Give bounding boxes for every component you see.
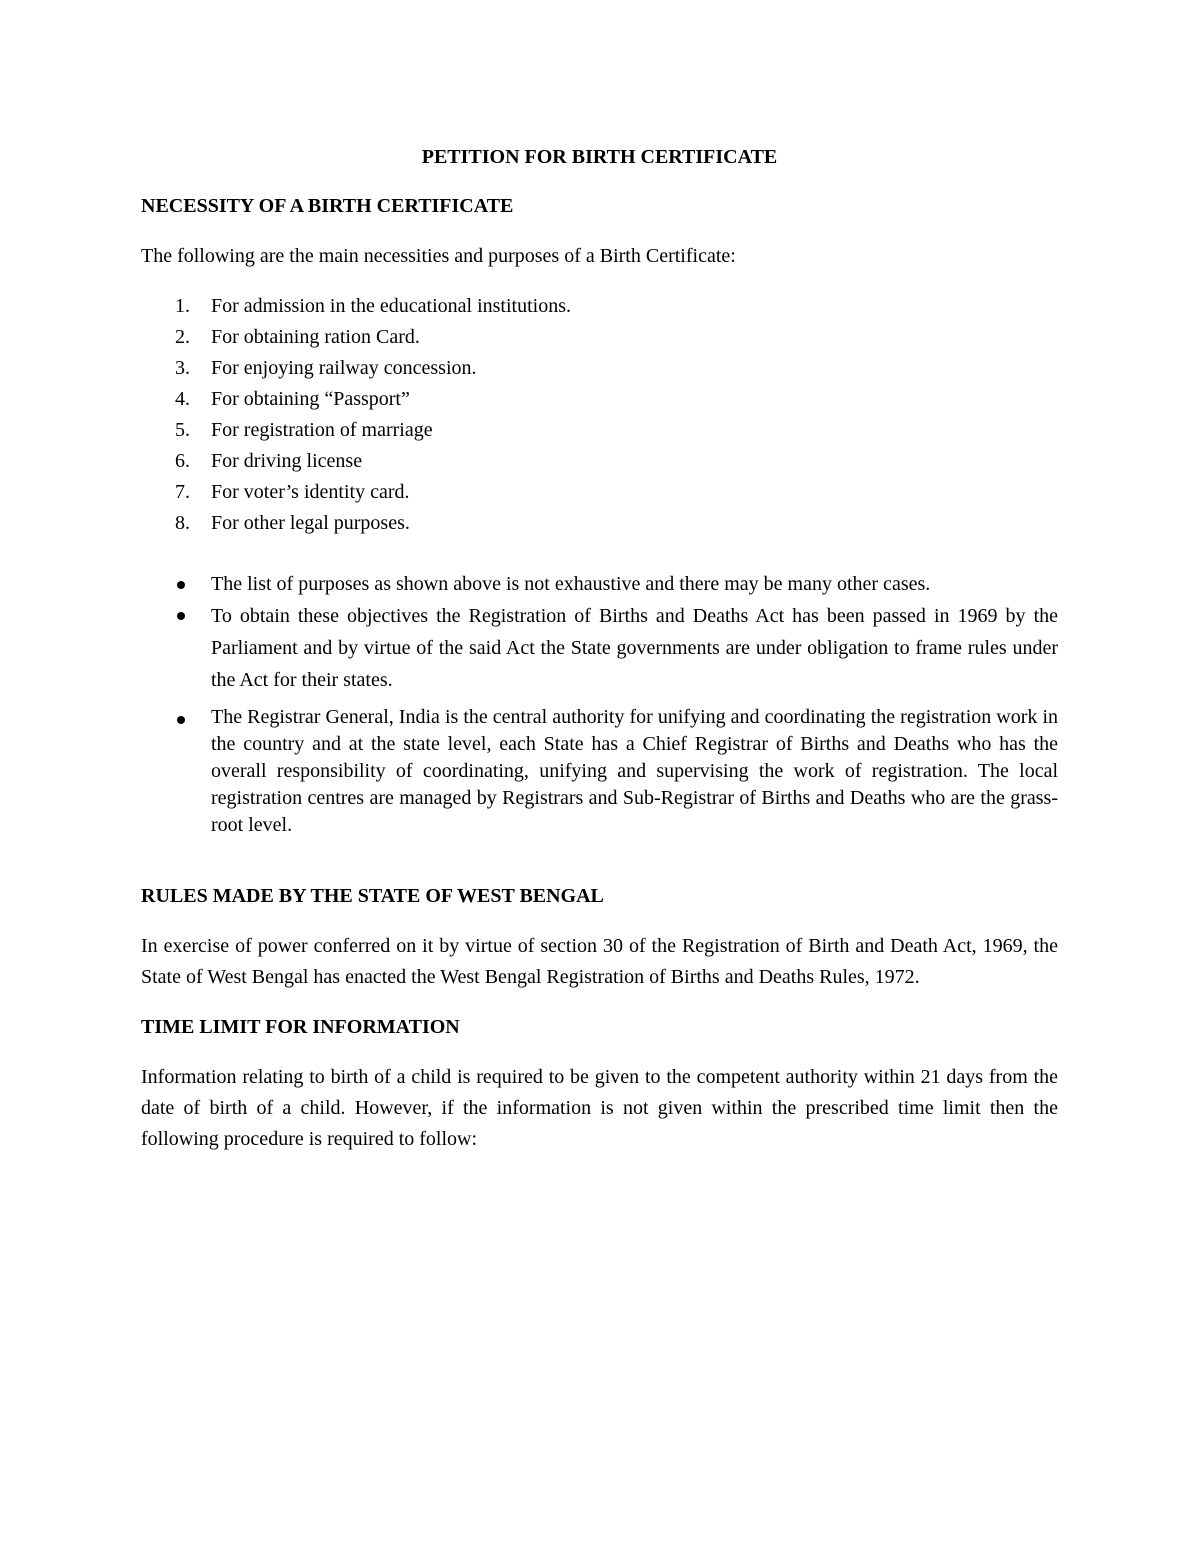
list-item bbox=[141, 353, 1058, 384]
list-item-text: For admission in the educational institutions. bbox=[211, 295, 571, 317]
notes-bullet-list bbox=[141, 569, 1058, 839]
list-item-number: 2. bbox=[175, 326, 190, 348]
list-item-text: For voter’s identity card. bbox=[211, 481, 410, 503]
list-item-number: 6. bbox=[175, 450, 190, 472]
rules-body: In exercise of power conferred on it by virtue of section 30 of the Registration of Birth and Death Act, 1969, the State of West Bengal has enacted the West Bengal Registration of Births and Deaths Rules, 1972. bbox=[141, 935, 1058, 988]
list-item-number: 5. bbox=[175, 419, 190, 441]
bullet-text: The list of purposes as shown above is not exhaustive and there may be many other cases. bbox=[211, 573, 931, 595]
list-item-text: For driving license bbox=[211, 450, 363, 472]
list-item bbox=[141, 291, 1058, 322]
bullet-item bbox=[141, 600, 1058, 696]
list-item bbox=[141, 446, 1058, 477]
bullet-item bbox=[141, 704, 1058, 839]
rules-heading: RULES MADE BY THE STATE OF WEST BENGAL bbox=[141, 885, 604, 907]
list-item-text: For other legal purposes. bbox=[211, 512, 410, 534]
document-page bbox=[141, 0, 1058, 1553]
list-item-number: 3. bbox=[175, 357, 190, 379]
list-item-text: For obtaining ration Card. bbox=[211, 326, 420, 348]
bullet-text: The Registrar General, India is the central authority for unifying and coordinating the registration work in the country and at the state level, each State has a Chief Registrar of Births and Deaths who has the overall responsibility of coordinating, unifying and supervising the work of registration. The local registration centres are managed by Registrars and Sub-Registrar of Births and Deaths who are the grass-root level. bbox=[211, 706, 1058, 836]
time-limit-heading: TIME LIMIT FOR INFORMATION bbox=[141, 1016, 460, 1038]
document-title: PETITION FOR BIRTH CERTIFICATE bbox=[421, 146, 778, 168]
list-item bbox=[141, 508, 1058, 539]
list-item bbox=[141, 384, 1058, 415]
list-item-number: 1. bbox=[175, 295, 190, 317]
list-item-text: For registration of marriage bbox=[211, 419, 433, 441]
list-item-number: 8. bbox=[175, 512, 190, 534]
bullet-icon bbox=[177, 581, 185, 589]
necessity-intro: The following are the main necessities and purposes of a Birth Certificate: bbox=[141, 245, 736, 267]
list-item-number: 7. bbox=[175, 481, 190, 503]
list-item bbox=[141, 415, 1058, 446]
necessity-heading: NECESSITY OF A BIRTH CERTIFICATE bbox=[141, 195, 514, 217]
list-item-number: 4. bbox=[175, 388, 190, 410]
list-item bbox=[141, 477, 1058, 508]
bullet-text: To obtain these objectives the Registration of Births and Deaths Act has been passed in 1969 by the Parliament and by virtue of the said Act the State governments are under obligation to frame rules under the Act for their states. bbox=[211, 605, 1058, 691]
purposes-list bbox=[141, 291, 1058, 539]
section-spacer bbox=[141, 839, 1058, 881]
list-item-text: For obtaining “Passport” bbox=[211, 388, 410, 410]
list-item bbox=[141, 322, 1058, 353]
time-limit-body: Information relating to birth of a child is required to be given to the competent authority within 21 days from the date of birth of a child. However, if the information is not given within the prescribed time limit then the following procedure is required to follow: bbox=[141, 1066, 1058, 1150]
bullet-icon bbox=[177, 612, 185, 620]
bullet-item bbox=[141, 569, 1058, 600]
bullet-icon bbox=[177, 716, 185, 724]
list-item-text: For enjoying railway concession. bbox=[211, 357, 477, 379]
